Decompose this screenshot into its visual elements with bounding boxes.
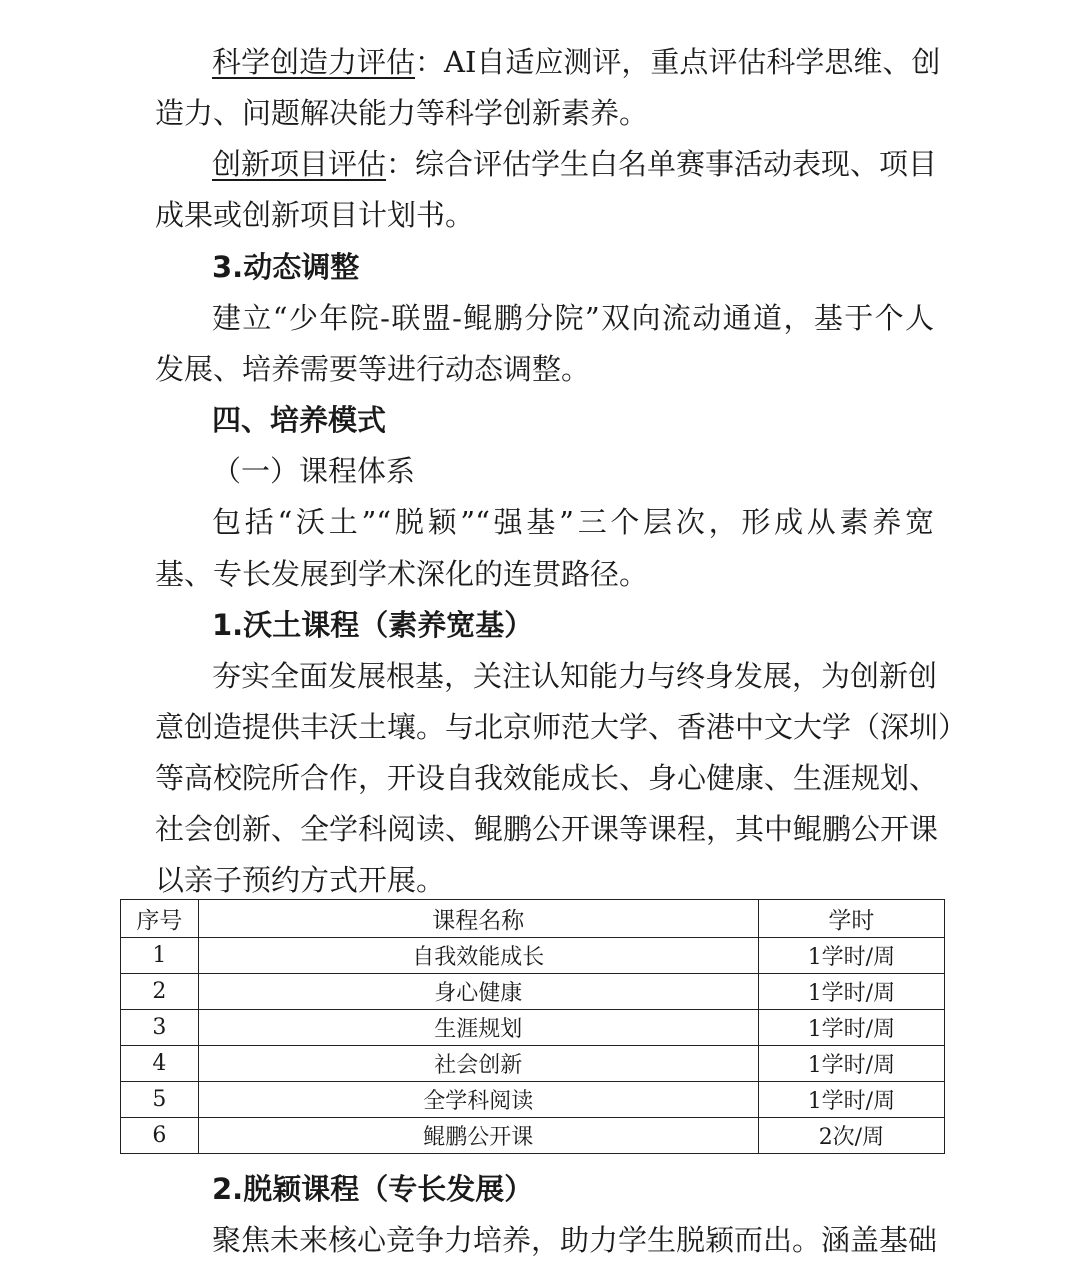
cell-no: 3: [121, 1010, 199, 1046]
cell-name: 生涯规划: [198, 1010, 758, 1046]
cell-name: 身心健康: [198, 974, 758, 1010]
cell-hours: 2次/周: [758, 1118, 944, 1154]
underlined-term: 科学创造力评估: [212, 45, 416, 79]
paragraph-line: 夯实全面发展根基，关注认知能力与终身发展，为创新创: [212, 659, 938, 693]
table-header-row: [121, 900, 945, 938]
cell-hours: 1学时/周: [758, 1046, 944, 1082]
paragraph-line: 以亲子预约方式开展。: [155, 863, 446, 897]
cell-name: 自我效能成长: [198, 938, 758, 974]
paragraph-line: 聚焦未来核心竞争力培养，助力学生脱颖而出。涵盖基础: [212, 1223, 938, 1257]
section-heading: 1.沃土课程（素养宽基）: [212, 608, 534, 642]
cell-hours: 1学时/周: [758, 974, 944, 1010]
course-table: [120, 899, 945, 1154]
paragraph-line: 建立“少年院-联盟-鲲鹏分院”双向流动通道，基于个人: [212, 301, 935, 335]
paragraph-line: 社会创新、全学科阅读、鲲鹏公开课等课程，其中鲲鹏公开课: [155, 812, 939, 846]
cell-name: 社会创新: [198, 1046, 758, 1082]
column-header-no: 序号: [121, 900, 199, 938]
cell-no: 1: [121, 938, 199, 974]
cell-hours: 1学时/周: [758, 938, 944, 974]
paragraph-line: [212, 146, 938, 182]
cell-hours: 1学时/周: [758, 1010, 944, 1046]
cell-no: 4: [121, 1046, 199, 1082]
cell-name: 全学科阅读: [198, 1082, 758, 1118]
cell-no: 2: [121, 974, 199, 1010]
paragraph-line: 包括“沃土”“脱颖”“强基”三个层次，形成从素养宽: [212, 505, 934, 539]
cell-name: 鲲鹏公开课: [198, 1118, 758, 1154]
paragraph-text: ：AI自适应测评，重点评估科学思维、创: [415, 45, 941, 79]
table-row: [121, 1046, 945, 1082]
paragraph-line: [212, 44, 941, 80]
column-header-name: 课程名称: [198, 900, 758, 938]
column-header-hours: 学时: [758, 900, 944, 938]
subsection-heading: （一）课程体系: [212, 454, 416, 488]
table-row: [121, 1010, 945, 1046]
paragraph-line: 造力、问题解决能力等科学创新素养。: [155, 96, 649, 130]
cell-no: 6: [121, 1118, 199, 1154]
table-row: [121, 974, 945, 1010]
paragraph-line: 基、专长发展到学术深化的连贯路径。: [155, 557, 649, 591]
cell-hours: 1学时/周: [758, 1082, 944, 1118]
paragraph-line: 等高校院所合作，开设自我效能成长、身心健康、生涯规划、: [155, 761, 939, 795]
chapter-heading: 四、培养模式: [212, 403, 387, 437]
table-row: [121, 1118, 945, 1154]
section-heading: 3.动态调整: [212, 250, 360, 284]
paragraph-text: ：综合评估学生白名单赛事活动表现、项目: [386, 147, 938, 181]
section-heading: 2.脱颖课程（专长发展）: [212, 1172, 534, 1206]
table-row: [121, 938, 945, 974]
cell-no: 5: [121, 1082, 199, 1118]
underlined-term: 创新项目评估: [212, 147, 387, 181]
paragraph-line: 意创造提供丰沃土壤。与北京师范大学、香港中文大学（深圳）: [155, 710, 968, 744]
paragraph-line: 成果或创新项目计划书。: [155, 198, 475, 232]
table-row: [121, 1082, 945, 1118]
paragraph-line: 发展、培养需要等进行动态调整。: [155, 352, 591, 386]
